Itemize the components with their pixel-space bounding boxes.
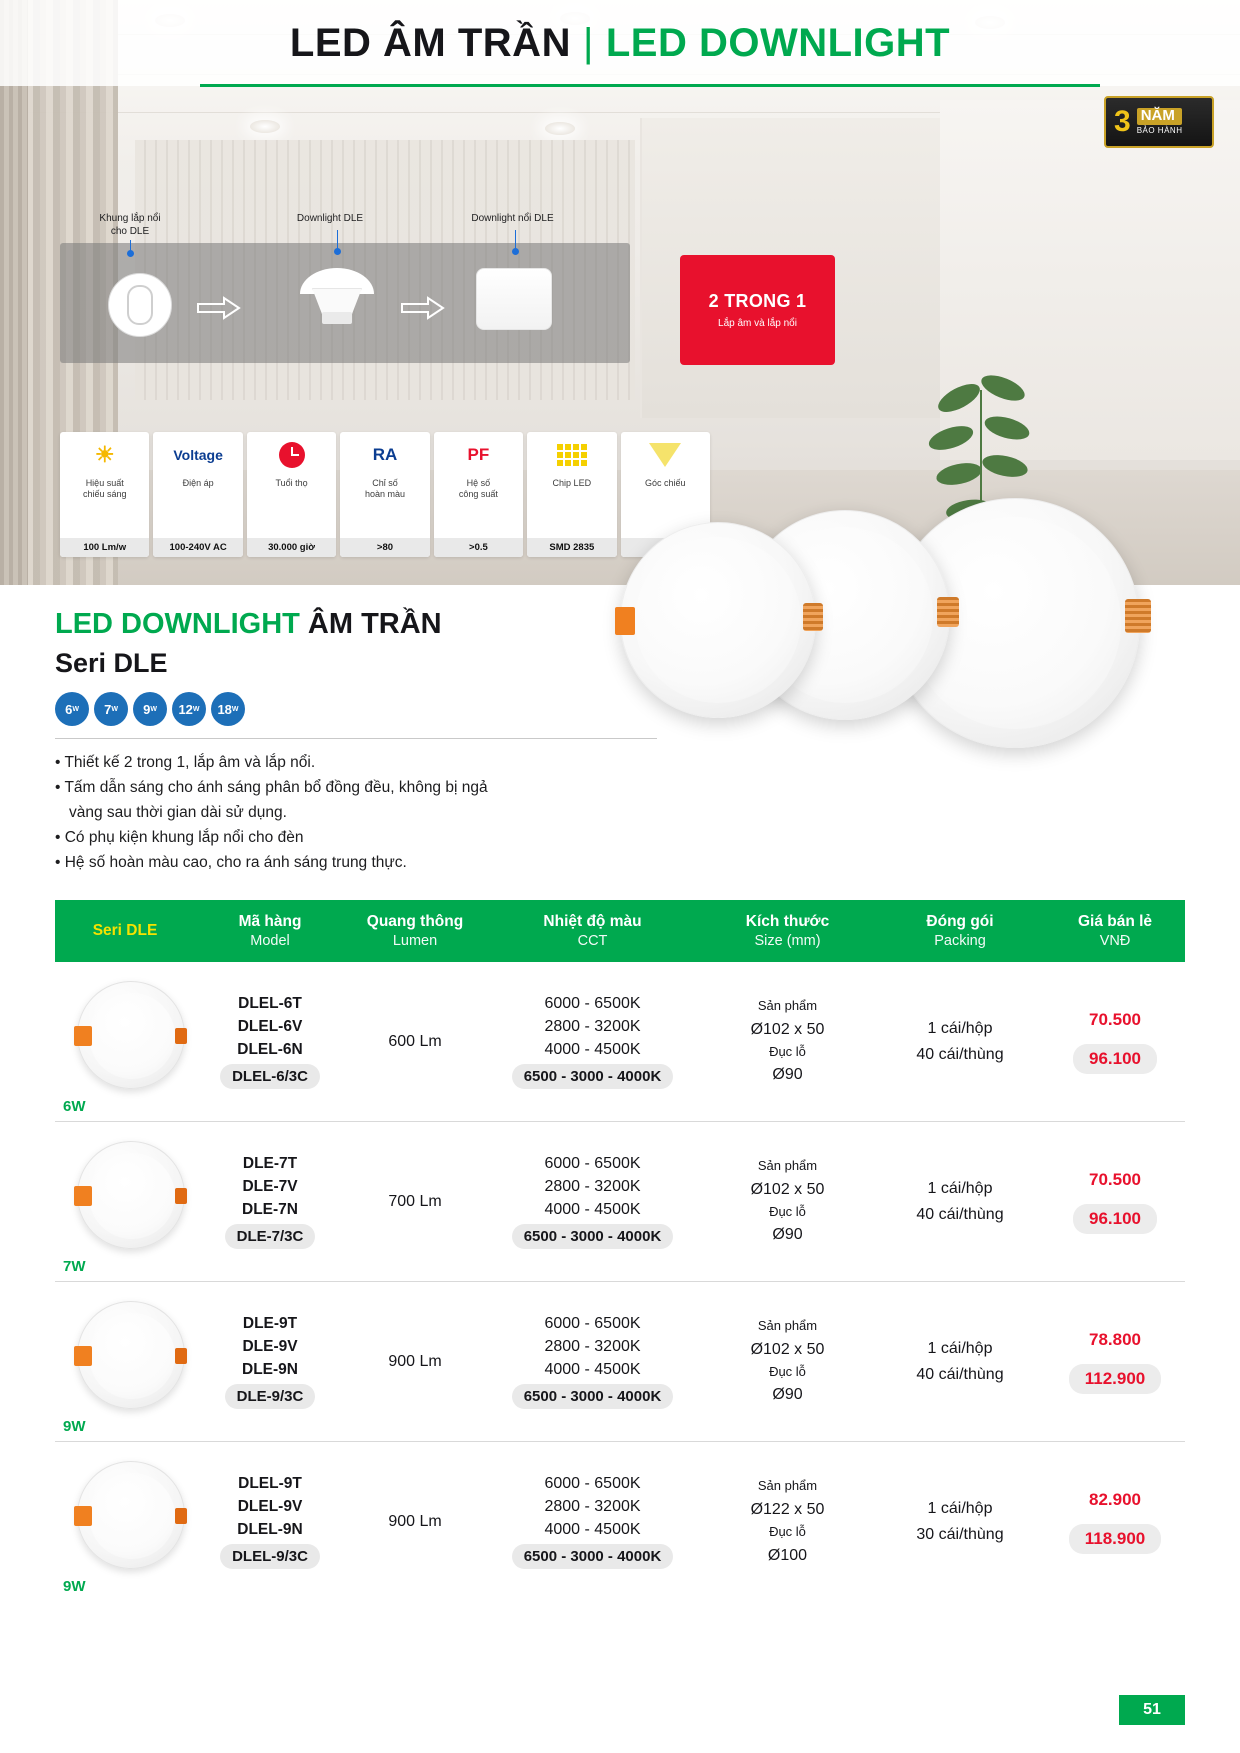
spec-value: >0.5: [434, 538, 523, 557]
clock-icon: [247, 432, 336, 478]
curtain-edge: [0, 0, 28, 585]
price-3c: 96.100: [1073, 1204, 1157, 1234]
cct-value: 6000 - 6500K: [544, 994, 641, 1012]
model-code: DLEL-6V: [237, 1017, 303, 1035]
packing-line: 1 cái/hộp: [927, 1339, 993, 1357]
spec-label: chiếu sáng: [82, 488, 127, 499]
lumen-cell: 700 Lm: [388, 1192, 442, 1210]
size-value-product: Ø102 x 50: [750, 1180, 825, 1198]
feature-bullet: • Thiết kế 2 trong 1, lắp âm và lắp nổi.: [55, 754, 316, 771]
table-header-lumen: Quang thông Lumen: [366, 913, 464, 949]
size-label-cutout: Đục lỗ: [769, 1524, 806, 1539]
model-code: DLEL-9T: [238, 1475, 302, 1492]
model-code-3c: DLEL-9/3C: [220, 1544, 320, 1569]
cct-value: 6000 - 6500K: [544, 1314, 641, 1332]
cct-value: 4000 - 4500K: [544, 1521, 641, 1538]
size-cell: [700, 1316, 875, 1408]
model-code: DLE-9N: [242, 1360, 298, 1378]
price-3c: 118.900: [1069, 1524, 1162, 1554]
spec-power-factor: [434, 432, 523, 557]
cct-3c-value: 6500 - 3000 - 4000K: [512, 1224, 674, 1249]
table-header-price: Giá bán lẻ VNĐ: [1077, 913, 1153, 949]
spec-cri: [340, 432, 429, 557]
product-spec-table: [55, 900, 1185, 1602]
table-header-model: Mã hàng Model: [238, 913, 302, 949]
row-wattage: 9W: [63, 1578, 86, 1595]
size-cell: [700, 1476, 875, 1568]
cct-value: 4000 - 4500K: [544, 1040, 641, 1058]
feature-bullet: • Tấm dẫn sáng cho ánh sáng phân bổ đồng đều, không bị ngả: [55, 779, 488, 796]
packing-line: 30 cái/thùng: [916, 1526, 1004, 1543]
spec-value: 30.000 giờ: [247, 538, 336, 557]
ceiling-spotlight: [545, 122, 575, 135]
size-value-cutout: Ø90: [772, 1226, 803, 1244]
table-row: [55, 1122, 1185, 1282]
lumen-cell: 600 Lm: [388, 1032, 442, 1050]
spec-value: SMD 2835: [527, 538, 616, 557]
leaf: [934, 378, 984, 417]
cct-value: 6000 - 6500K: [544, 1475, 641, 1492]
size-value-cutout: Ø90: [772, 1066, 803, 1084]
diagram-dot: [334, 248, 341, 255]
cct-value: 2800 - 3200K: [544, 1017, 641, 1035]
cct-value: 6000 - 6500K: [544, 1154, 641, 1172]
page-number: 51: [1119, 1695, 1185, 1725]
page-title-separator: |: [582, 20, 594, 65]
spring-clip: [803, 603, 823, 631]
size-label-product: Sản phẩm: [757, 1317, 818, 1333]
lumen-cell: 900 Lm: [388, 1513, 442, 1530]
model-code: DLE-9T: [242, 1314, 298, 1332]
packing-cell: [875, 1336, 1045, 1387]
model-code: DLE-7T: [242, 1154, 298, 1172]
chip-icon: [527, 432, 616, 478]
row-wattage: 7W: [63, 1257, 86, 1275]
promo-2in1-box: [680, 255, 835, 365]
wattage-badge-6w: 6 W: [55, 692, 89, 726]
size-label-product: Sản phẩm: [757, 1478, 818, 1494]
table-header-size: Kích thước Size (mm): [745, 913, 830, 949]
size-label-product: Sản phẩm: [757, 1157, 818, 1173]
warranty-years: 3: [1114, 105, 1131, 138]
price-cell: [1045, 1330, 1185, 1394]
price-cell: [1045, 1010, 1185, 1074]
promo-title: 2 TRONG 1: [708, 291, 807, 311]
price-standard: 70.500: [1089, 1009, 1141, 1029]
model-code-3c: DLE-7/3C: [225, 1224, 316, 1249]
table-header-cct: Nhiệt độ màu CCT: [543, 913, 642, 949]
cct-3c-value: 6500 - 3000 - 4000K: [512, 1544, 674, 1569]
packing-cell: [875, 1496, 1045, 1547]
size-cell: [700, 996, 875, 1088]
packing-line: 1 cái/hộp: [927, 1500, 993, 1518]
table-header-seri: Seri DLE: [92, 922, 158, 940]
cct-value: 2800 - 3200K: [544, 1337, 641, 1355]
page-title-bar: [0, 0, 1240, 86]
model-code: DLEL-9V: [237, 1498, 303, 1515]
arrow-right-icon: [400, 295, 446, 321]
cct-cell: [485, 1155, 700, 1249]
model-code: DLE-7N: [242, 1200, 298, 1218]
model-code: DLE-7V: [242, 1177, 298, 1195]
size-label-cutout: Đục lỗ: [769, 1043, 806, 1059]
divider: [55, 738, 657, 739]
cct-3c-value: 6500 - 3000 - 4000K: [512, 1064, 674, 1089]
spec-voltage: [153, 432, 242, 557]
feature-bullet-cont: vàng sau thời gian dài sử dụng.: [69, 804, 287, 821]
product-thumbnail: [55, 1287, 195, 1437]
arrow-right-icon: [196, 295, 242, 321]
product-thumbnail: [55, 1447, 195, 1597]
feature-bullet: • Có phụ kiện khung lắp nổi cho đèn: [55, 829, 304, 846]
table-row: [55, 1282, 1185, 1442]
model-code-3c: DLEL-6/3C: [220, 1064, 320, 1089]
page-title: [290, 21, 950, 66]
price-3c: 112.900: [1069, 1364, 1162, 1394]
wattage-badge-18w: 18 W: [211, 692, 245, 726]
lumen-cell: 900 Lm: [388, 1352, 442, 1370]
cct-value: 4000 - 4500K: [544, 1360, 641, 1378]
spring-clip: [615, 607, 635, 635]
cct-cell: [485, 995, 700, 1089]
model-code: DLEL-6N: [237, 1040, 303, 1058]
page-title-en: LED DOWNLIGHT: [605, 20, 951, 65]
warranty-badge: [1104, 96, 1214, 148]
cct-value: 2800 - 3200K: [544, 1498, 641, 1515]
feature-bullet: • Hệ số hoàn màu cao, cho ra ánh sáng trung thực.: [55, 854, 407, 871]
size-value-cutout: Ø100: [767, 1546, 808, 1564]
spec-label: Chỉ số: [372, 478, 398, 488]
pf-icon: PF: [467, 445, 490, 464]
product-thumbnail: [55, 1127, 195, 1277]
warranty-label: BẢO HÀNH: [1136, 125, 1183, 135]
sun-icon: ☀: [94, 442, 115, 467]
row-wattage: 6W: [63, 1097, 86, 1115]
packing-line: 40 cái/thùng: [916, 1205, 1004, 1223]
leaf: [934, 459, 983, 488]
surface-downlight-figure: [476, 268, 552, 330]
warranty-unit: NĂM: [1137, 108, 1183, 125]
section-title-en: LED DOWNLIGHT: [55, 608, 300, 640]
diagram-dot: [512, 248, 519, 255]
table-row: [55, 1442, 1185, 1602]
page-title-vn: LED ÂM TRẦN: [289, 20, 571, 65]
section-subtitle: Seri DLE: [55, 648, 168, 678]
price-standard: 78.800: [1089, 1329, 1141, 1349]
model-cell: [195, 1315, 345, 1409]
size-value-cutout: Ø90: [772, 1386, 803, 1404]
packing-line: 40 cái/thùng: [916, 1045, 1004, 1063]
leaf: [980, 451, 1029, 480]
spring-clip: [1125, 599, 1151, 633]
wattage-badge-12w: 12 W: [172, 692, 206, 726]
section-title-vn: ÂM TRẦN: [307, 608, 442, 640]
model-cell: [195, 995, 345, 1089]
model-code: DLE-9V: [242, 1337, 298, 1355]
price-standard: 82.900: [1089, 1490, 1141, 1509]
spec-luminous-efficacy: [60, 432, 149, 557]
feature-bullet-list: [55, 752, 665, 877]
size-label-cutout: Đục lỗ: [769, 1363, 806, 1379]
leaf: [982, 412, 1032, 444]
spec-lifetime: [247, 432, 336, 557]
product-photo-group: [620, 470, 1240, 770]
size-value-product: Ø102 x 50: [750, 1340, 825, 1358]
spec-label: Chip LED: [552, 478, 592, 488]
wattage-badge-7w: 7 W: [94, 692, 128, 726]
wattage-badge-group: [55, 692, 245, 726]
cct-value: 4000 - 4500K: [544, 1200, 641, 1218]
price-cell: [1045, 1170, 1185, 1234]
row-wattage: 9W: [63, 1417, 86, 1435]
model-code-3c: DLE-9/3C: [225, 1384, 316, 1409]
size-value-product: Ø122 x 50: [750, 1501, 825, 1518]
spec-label: Điện áp: [182, 478, 214, 488]
ra-icon: RA: [372, 445, 398, 464]
spring-clip: [937, 597, 959, 627]
product-photo-small: [620, 522, 816, 718]
section-title: [55, 608, 442, 641]
size-label-cutout: Đục lỗ: [769, 1203, 806, 1219]
spec-value: 100 Lm/w: [60, 538, 149, 557]
ceiling-spotlight: [250, 120, 280, 133]
cct-value: 2800 - 3200K: [544, 1177, 641, 1195]
cct-cell: [485, 1315, 700, 1409]
model-code: DLEL-9N: [237, 1521, 303, 1538]
spec-label: hoàn màu: [364, 488, 405, 499]
leaf: [926, 421, 976, 454]
price-3c: 96.100: [1073, 1044, 1157, 1074]
packing-cell: [875, 1016, 1045, 1067]
price-standard: 70.500: [1089, 1169, 1141, 1189]
table-header-packing: Đóng gói Packing: [926, 913, 994, 949]
spec-label: công suất: [458, 488, 498, 499]
leaf: [978, 370, 1028, 406]
packing-line: 1 cái/hộp: [927, 1179, 993, 1197]
spec-icon-row: [60, 432, 710, 557]
model-cell: [195, 1475, 345, 1569]
packing-line: 40 cái/thùng: [916, 1365, 1004, 1383]
diagram-label-frame: Khung lắp nổi cho DLE: [99, 213, 161, 237]
model-code: DLEL-6T: [238, 994, 302, 1012]
wattage-badge-9w: 9 W: [133, 692, 167, 726]
diagram-label-downlight: Downlight DLE: [296, 213, 364, 224]
price-cell: [1045, 1490, 1185, 1554]
model-cell: [195, 1155, 345, 1249]
surface-mount-frame: [108, 273, 172, 337]
spec-label: Hệ số: [466, 478, 491, 488]
cct-3c-value: 6500 - 3000 - 4000K: [512, 1384, 674, 1409]
spec-value: 100-240V AC: [153, 538, 242, 557]
spec-label: Góc chiếu: [644, 478, 686, 488]
size-cell: [700, 1156, 875, 1248]
size-label-product: Sản phẩm: [757, 997, 818, 1013]
packing-cell: [875, 1176, 1045, 1227]
diagram-label-surface: Downlight nổi DLE: [471, 213, 554, 224]
diagram-dot: [127, 250, 134, 257]
cct-cell: [485, 1475, 700, 1569]
title-underline: [200, 84, 1100, 87]
packing-line: 1 cái/hộp: [927, 1019, 993, 1037]
voltage-icon: Voltage: [173, 447, 223, 463]
spec-label: Tuổi thọ: [275, 478, 308, 488]
size-value-product: Ø102 x 50: [750, 1020, 825, 1038]
spec-value: >80: [340, 538, 429, 557]
spec-led-chip: [527, 432, 616, 557]
table-row: [55, 962, 1185, 1122]
promo-subtitle: Lắp âm và lắp nổi: [718, 318, 797, 329]
table-header-row: [55, 900, 1185, 962]
spec-label: Hiệu suất: [85, 478, 124, 488]
product-thumbnail: [55, 967, 195, 1117]
